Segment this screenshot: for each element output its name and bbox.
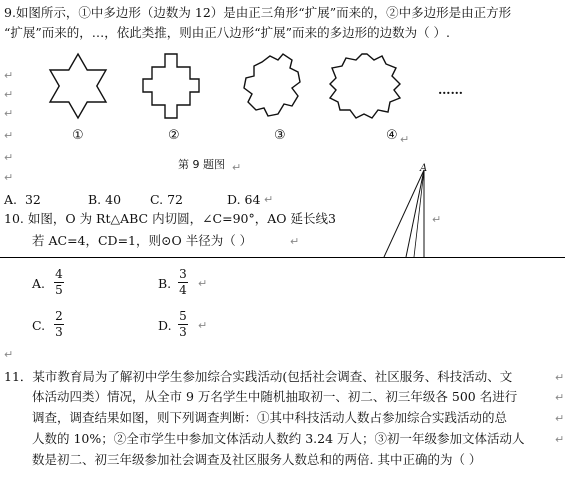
q9-option-b xyxy=(88,192,121,207)
option-letter: B. xyxy=(88,192,102,207)
q10-option-c-letter: C. xyxy=(32,318,46,333)
pentagon-extended-shape xyxy=(244,54,300,116)
q10-option-b-letter: B. xyxy=(158,276,172,291)
q9-option-a xyxy=(4,192,41,207)
figure-label-3: ③ xyxy=(274,128,286,143)
q11-text-line-1: 11．某市教育局为了解初中学生参加综合实践活动(包括社会调查、社区服务、科技活动、文 xyxy=(4,369,513,384)
numerator: 2 xyxy=(55,309,63,323)
q9-option-c xyxy=(150,192,183,207)
q11-text-line-3: 调查，调查结果如图，则下列调查判断：①其中科技活动人数占参加综合实践活动的总 xyxy=(32,410,508,425)
numerator: 4 xyxy=(55,267,63,281)
paragraph-mark: ↵ xyxy=(198,277,208,290)
option-letter: C. xyxy=(150,192,164,207)
paragraph-mark: ↵ xyxy=(4,348,14,361)
option-letter: D. xyxy=(227,192,241,207)
square-extended-shape xyxy=(143,54,199,118)
option-value: 40 xyxy=(105,192,122,207)
paragraph-mark: ↵ xyxy=(4,151,14,164)
q10-option-b-fraction xyxy=(178,268,188,297)
q9-text-line-2: “扩展”而来的，…，依此类推，则由正八边形“扩展”而来的多边形的边数为（ ）. xyxy=(4,25,451,40)
page-divider-line xyxy=(0,257,565,258)
paragraph-mark: ↵ xyxy=(264,193,274,206)
paragraph-mark: ↵ xyxy=(4,69,14,82)
figure-label-1: ① xyxy=(72,128,84,143)
q11-text-line-4: 人数的 10%；②全市学生中参加文体活动人数约 3.24 万人；③初一年级参加文体活动人 xyxy=(32,431,525,446)
q10-option-c-fraction xyxy=(54,310,64,339)
q9-figure xyxy=(0,40,565,190)
paragraph-mark: ↵ xyxy=(555,371,565,384)
paragraph-mark: ↵ xyxy=(555,433,565,446)
paragraph-mark: ↵ xyxy=(555,412,565,425)
q10-vertex-label: A xyxy=(420,163,428,174)
paragraph-mark: ↵ xyxy=(4,88,14,101)
denominator: 3 xyxy=(179,325,187,340)
paragraph-mark: ↵ xyxy=(4,129,14,142)
q9-ellipsis: …… xyxy=(438,82,463,97)
paragraph-mark: ↵ xyxy=(400,133,410,146)
option-value: 32 xyxy=(24,192,41,207)
q9-figure-caption: 第 9 题图 xyxy=(178,158,225,171)
paragraph-mark: ↵ xyxy=(198,319,208,332)
q11-text-line-2: 体活动四类）情况，从全市 9 万名学生中随机抽取初一、初二、初三年级各 500 名进行 xyxy=(32,389,518,404)
hexagram-shape xyxy=(50,54,106,118)
paragraph-mark: ↵ xyxy=(290,235,300,248)
numerator: 5 xyxy=(179,309,187,323)
q10-option-a-letter: A. xyxy=(32,276,46,291)
figure-label-4: ④ xyxy=(386,128,398,143)
option-value: 72 xyxy=(167,192,183,207)
hexagon-extended-shape xyxy=(330,54,400,118)
q10-text-line-1: 10. 如图，O 为 Rt△ABC 内切圆，∠C=90°，AO 延长线3 xyxy=(4,211,336,226)
paragraph-mark: ↵ xyxy=(232,161,242,174)
paragraph-mark: ↵ xyxy=(432,213,442,226)
q10-triangle-figure xyxy=(380,164,460,264)
numerator: 3 xyxy=(179,267,187,281)
q11-text-line-5: 数是初二、初三年级参加社会调查及社区服务人数总和的两倍. 其中正确的为（ ） xyxy=(32,452,482,467)
paragraph-mark: ↵ xyxy=(4,171,14,184)
q10-text-line-2: 若 AC=4，CD=1，则⊙O 半径为（ ） xyxy=(32,233,253,248)
q10-option-d-letter: D. xyxy=(158,318,172,333)
denominator: 4 xyxy=(179,283,187,298)
option-value: 64 xyxy=(244,192,261,207)
q10-option-d-fraction xyxy=(178,310,188,339)
q9-option-d xyxy=(227,192,260,207)
paragraph-mark: ↵ xyxy=(4,107,14,120)
option-letter: A. xyxy=(4,192,18,207)
paragraph-mark: ↵ xyxy=(555,391,565,404)
q10-option-a-fraction xyxy=(54,268,64,297)
q9-text-line-1: 9.如图所示，①中多边形（边数为 12）是由正三角形“扩展”而来的，②中多边形是由正方形 xyxy=(4,5,512,20)
figure-label-2: ② xyxy=(168,128,180,143)
denominator: 3 xyxy=(55,325,63,340)
denominator: 5 xyxy=(55,283,63,298)
